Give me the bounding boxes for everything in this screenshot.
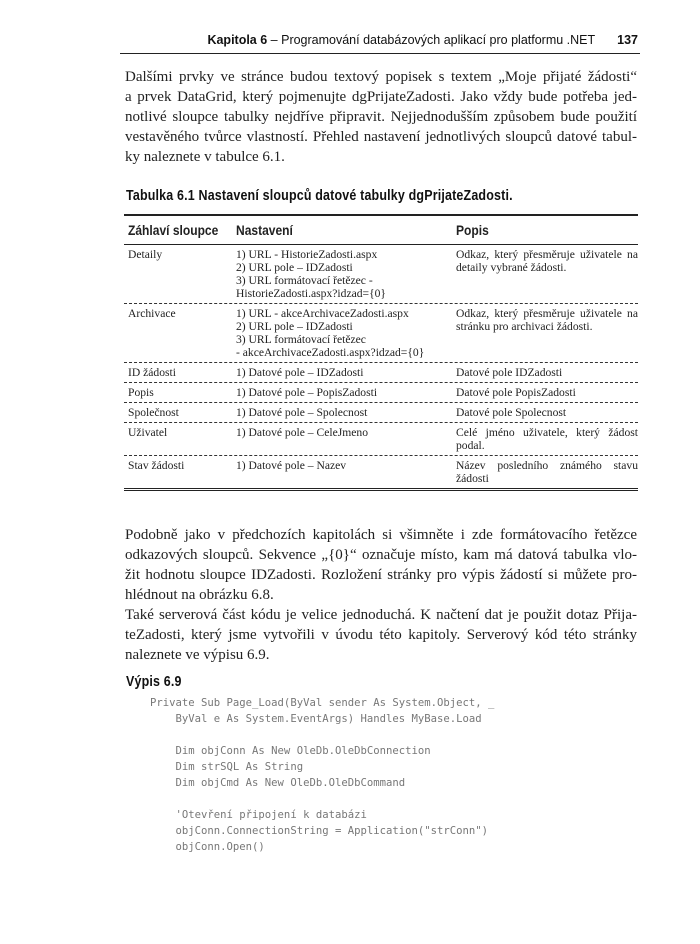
cell-description: Datové pole Spolecnost [456,406,567,419]
text-line: hlédnout na obrázku 6.8. [125,587,274,603]
cell-column-name: Popis [128,386,154,399]
table-row [124,456,638,491]
text-line: Podobně jako v předchozích kapitolách si všimněte i zde formátovacího řetězce [125,527,637,543]
chapter-title: – Programování databázových aplikací pro platformu .NET [267,33,596,47]
cell-column-name: Společnost [128,406,179,419]
cell-settings [236,307,456,359]
setting-line: 3) URL formátovací řetězec [236,333,366,346]
setting-line: 1) Datové pole – IDZadosti [236,366,364,379]
text-line: teZadosti, který jsme vytvořili v úvodu této kapitoly. Serverový kód této stránky [125,627,637,643]
text-line: žit hodnotu sloupce IDZadosti. Rozložení stránky pro výpis žádostí si můžete pro- [125,567,637,583]
cell-description: Odkaz, který přesměruje uživatele na stránku pro archivaci žádosti. [456,307,638,333]
cell-settings [236,426,456,452]
header-column: Záhlaví sloupce [128,221,219,238]
settings-table [124,214,638,491]
cell-description: Odkaz, který přesměruje uživatele na detaily vybrané žádosti. [456,248,638,274]
table-header-row [124,216,638,245]
cell-description: Název posledního známého stavu žádosti [456,459,638,485]
table-row [124,403,638,423]
text-line: odkazových sloupců. Sekvence „{0}“ označuje místo, kam má datová tabulka vlo- [125,547,637,563]
table-body [124,245,638,491]
cell-column-name: Uživatel [128,426,168,439]
setting-line: 1) Datové pole – CeleJmeno [236,426,369,439]
header-settings: Nastavení [236,221,293,238]
chapter-label: Kapitola 6 [207,33,268,47]
setting-line: 2) URL pole – IDZadosti [236,320,353,333]
setting-line: 1) URL - akceArchivaceZadosti.aspx [236,307,409,320]
setting-line: 2) URL pole – IDZadosti [236,261,353,274]
cell-description: Datové pole PopisZadosti [456,386,576,399]
text-line: ky naleznete v tabulce 6.1. [125,149,285,165]
cell-settings [236,366,456,379]
paragraph-intro [125,67,637,167]
text-line: a prvek DataGrid, který pojmenujte dgPrijateZadosti. Jako vždy bude potřeba jed- [125,89,637,105]
cell-column-name: Archivace [128,307,176,320]
table-row [124,304,638,363]
header-description: Popis [456,221,489,238]
table-caption: Tabulka 6.1 Nastavení sloupců datové tabulky dgPrijateZadosti. [126,188,513,204]
table-row [124,245,638,304]
setting-line: 1) Datové pole – PopisZadosti [236,386,378,399]
cell-description: Celé jméno uživatele, který žádost podal. [456,426,638,452]
listing-title: Výpis 6.9 [126,674,182,690]
cell-column-name: Stav žádosti [128,459,185,472]
setting-line: 3) URL formátovací řetězec - [236,274,373,287]
header-rule [120,53,640,54]
text-line: naleznete ve výpisu 6.9. [125,647,270,663]
text-line: Dalšími prvky ve stránce budou textový popisek s textem „Moje přijaté žádosti“ [125,69,637,85]
paragraph-server-code [125,605,637,665]
setting-line: 1) Datové pole – Spolecnost [236,406,368,419]
cell-settings [236,406,456,419]
paragraph-format-string [125,525,637,605]
code-listing: Private Sub Page_Load(ByVal sender As System.Object, _ ByVal e As System.EventArgs) Handles MyBase.Load Dim objConn As New OleDb.OleDbConnection Dim strSQL As String Dim objCmd As New OleDb.OleDbCommand 'Otevření připojení k databázi objConn.ConnectionString = Application("strConn") objConn.Open() [150,697,495,853]
text-line: vestavěného tvůrce vlastností. Přehled nastavení jednotlivých sloupců datové tabul- [125,129,637,145]
cell-settings [236,459,456,485]
table-row [124,423,638,456]
cell-column-name: ID žádosti [128,366,176,379]
setting-line: 1) URL - HistorieZadosti.aspx [236,248,378,261]
setting-line: HistorieZadosti.aspx?idzad={0} [236,287,386,300]
text-line: notlivé sloupce tabulky nejdříve připravit. Nejjednodušším způsobem bude použití [125,109,637,125]
text-line: Také serverová část kódu je velice jednoduchá. K načtení dat je použit dotaz Přija- [125,607,637,623]
page-number: 137 [617,33,638,47]
running-header [120,33,638,47]
cell-settings [236,386,456,399]
cell-column-name: Detaily [128,248,163,261]
page-body [124,67,638,855]
table-row [124,363,638,383]
cell-description: Datové pole IDZadosti [456,366,563,379]
table-row [124,383,638,403]
setting-line: - akceArchivaceZadosti.aspx?idzad={0} [236,346,425,359]
cell-settings [236,248,456,300]
setting-line: 1) Datové pole – Nazev [236,459,347,472]
